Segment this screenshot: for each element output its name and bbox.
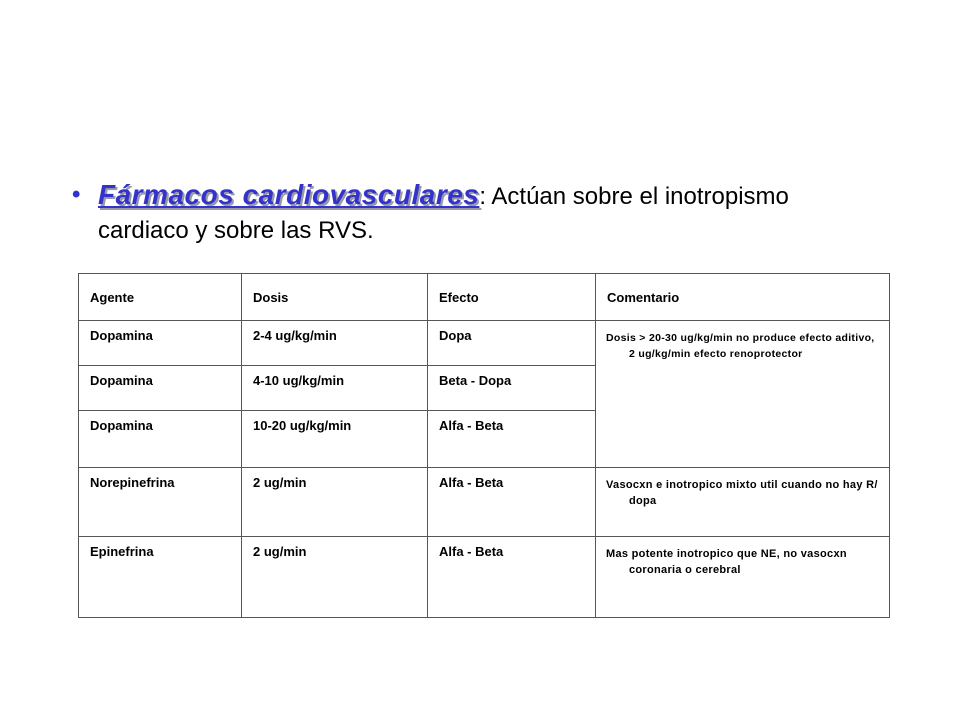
cell-dosis: 4-10 ug/kg/min	[242, 366, 428, 411]
cell-dosis: 2 ug/min	[242, 537, 428, 618]
cell-efecto: Alfa - Beta	[428, 468, 596, 537]
cell-agente: Norepinefrina	[79, 468, 242, 537]
cell-comentario-dopamina	[596, 321, 890, 468]
table-row	[79, 321, 890, 366]
drug-table	[78, 273, 890, 618]
cell-efecto: Beta - Dopa	[428, 366, 596, 411]
column-header-dosis: Dosis	[242, 274, 428, 321]
cell-dosis: 2 ug/min	[242, 468, 428, 537]
bullet-text	[72, 178, 832, 248]
cell-agente: Dopamina	[79, 411, 242, 468]
cell-efecto: Dopa	[428, 321, 596, 366]
bullet-paragraph	[72, 178, 832, 248]
cell-comentario-norepinefrina	[596, 468, 890, 537]
column-header-agente: Agente	[79, 274, 242, 321]
table-header-row	[79, 274, 890, 321]
cell-efecto: Alfa - Beta	[428, 537, 596, 618]
comment-text: Dosis > 20-30 ug/kg/min no produce efecto aditivo, 2 ug/kg/min efecto renoprotector	[606, 332, 875, 360]
comment-text: Mas potente inotropico que NE, no vasocxn coronaria o cerebral	[606, 548, 847, 576]
cell-comentario-epinefrina	[596, 537, 890, 618]
column-header-comentario: Comentario	[596, 274, 890, 321]
table-row	[79, 468, 890, 537]
table-row	[79, 537, 890, 618]
cell-efecto: Alfa - Beta	[428, 411, 596, 468]
column-header-efecto: Efecto	[428, 274, 596, 321]
cell-dosis: 10-20 ug/kg/min	[242, 411, 428, 468]
cell-agente: Dopamina	[79, 366, 242, 411]
bullet-body: : Actúan sobre el inotropismo cardiaco y sobre las RVS.	[98, 183, 789, 244]
cell-dosis: 2-4 ug/kg/min	[242, 321, 428, 366]
cell-agente: Dopamina	[79, 321, 242, 366]
bullet-heading: Fármacos cardiovasculares	[98, 179, 480, 210]
cell-agente: Epinefrina	[79, 537, 242, 618]
comment-text: Vasocxn e inotropico mixto util cuando no hay R/ dopa	[606, 479, 878, 507]
bullet-icon: •	[72, 181, 81, 208]
